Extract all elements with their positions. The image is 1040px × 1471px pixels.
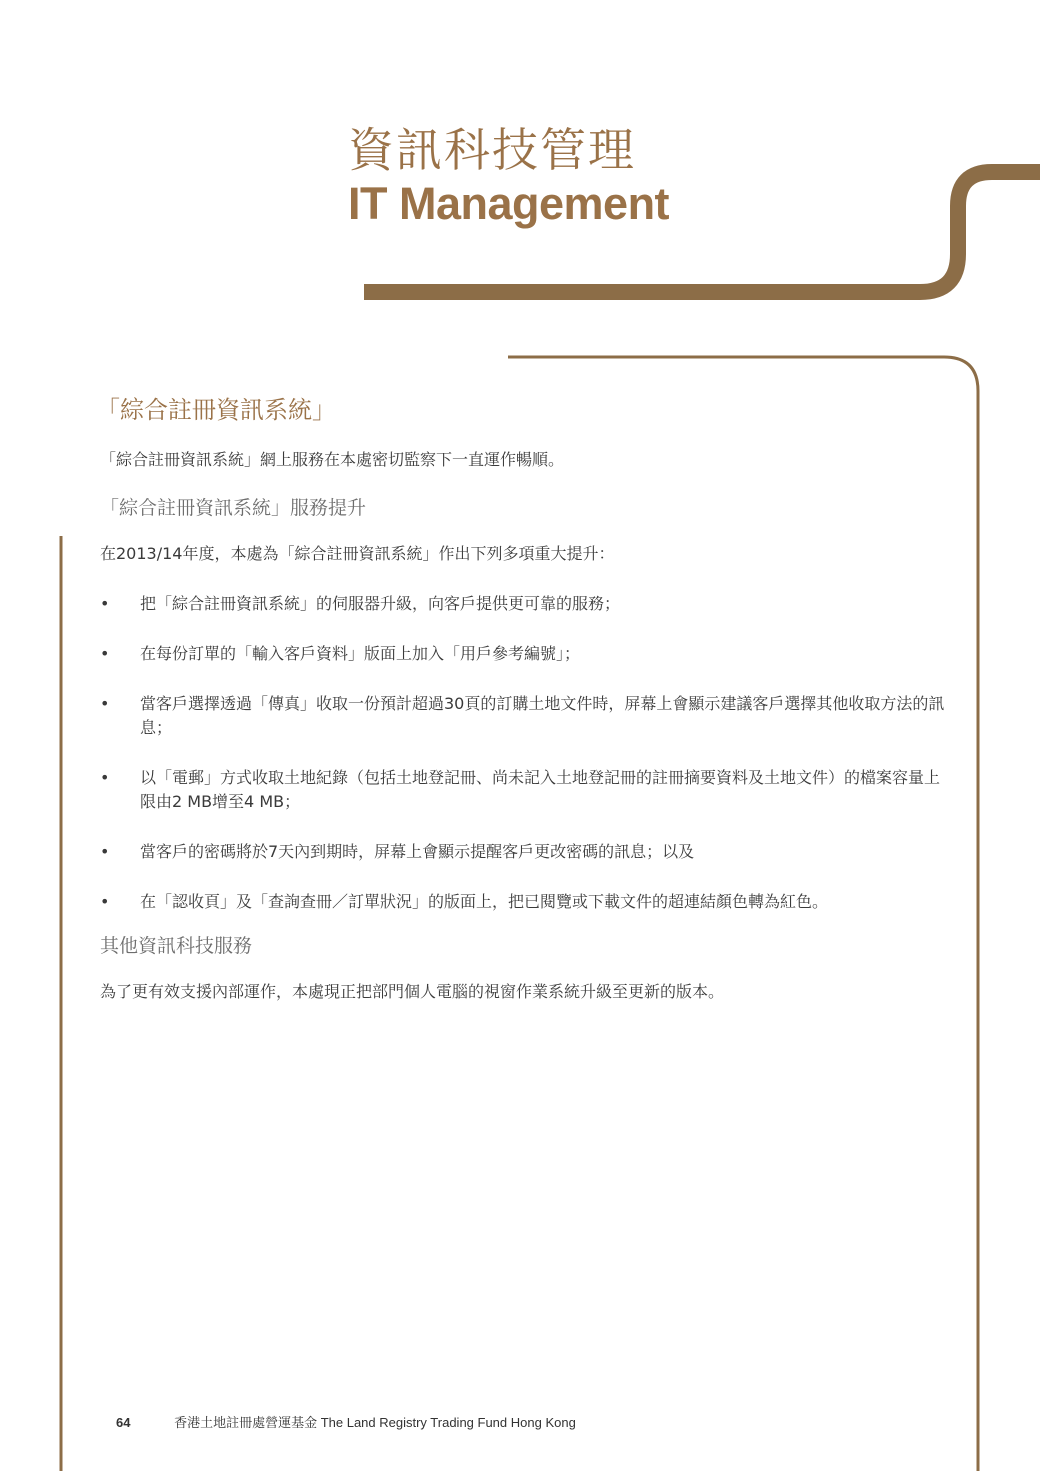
bullet-icon: • [100,644,110,663]
bullet-icon: • [100,768,110,787]
list-item [100,592,950,616]
subheading-enhancements: 「綜合註冊資訊系統」服務提升 [100,497,367,519]
list-item [100,840,950,864]
publisher-name: 香港土地註冊處營運基金 The Land Registry Trading Fund Hong Kong [174,1415,576,1430]
bullet-icon: • [100,892,110,911]
page-footer [116,1412,576,1431]
subheading-other-services: 其他資訊科技服務 [100,935,253,957]
list-item [100,766,950,814]
list-item [100,692,950,740]
lead-paragraph: 在2013/14年度，本處為「綜合註冊資訊系統」作出下列多項重大提升： [100,544,615,563]
closing-paragraph: 為了更有效支援內部運作，本處現正把部門個人電腦的視窗作業系統升級至更新的版本。 [100,982,725,1001]
enhancement-list [100,592,950,914]
main-content [96,390,950,1026]
bullet-icon: • [100,694,110,713]
list-item-text: 在每份訂單的「輸入客戶資料」版面上加入「用戶參考編號」； [140,644,581,663]
list-item-text: 以「電郵」方式收取土地紀錄（包括土地登記冊、尚未記入土地登記冊的註冊摘要資料及土地文件）的檔案容量上限由2 MB增至4 MB； [140,768,941,811]
page-title-english: IT Management [348,178,670,229]
section-heading: 「綜合註冊資訊系統」 [96,396,336,424]
list-item [100,642,950,666]
list-item [100,890,950,914]
page-number: 64 [116,1415,131,1430]
page-title-chinese: 資訊科技管理 [348,123,636,177]
bullet-icon: • [100,842,110,861]
list-item-text: 在「認收頁」及「查詢查冊／訂單狀況」的版面上，把已閱覽或下載文件的超連結顏色轉為紅色。 [140,892,829,911]
bullet-icon: • [100,594,110,613]
intro-paragraph: 「綜合註冊資訊系統」網上服務在本處密切監察下一直運作暢順。 [100,450,565,469]
list-item-text: 當客戶的密碼將於7天內到期時，屏幕上會顯示提醒客戶更改密碼的訊息；以及 [140,842,695,861]
list-item-text: 當客戶選擇透過「傳真」收取一份預計超過30頁的訂購土地文件時，屏幕上會顯示建議客戶選擇其他收取方法的訊息； [140,694,945,737]
list-item-text: 把「綜合註冊資訊系統」的伺服器升級，向客戶提供更可靠的服務； [140,594,621,613]
